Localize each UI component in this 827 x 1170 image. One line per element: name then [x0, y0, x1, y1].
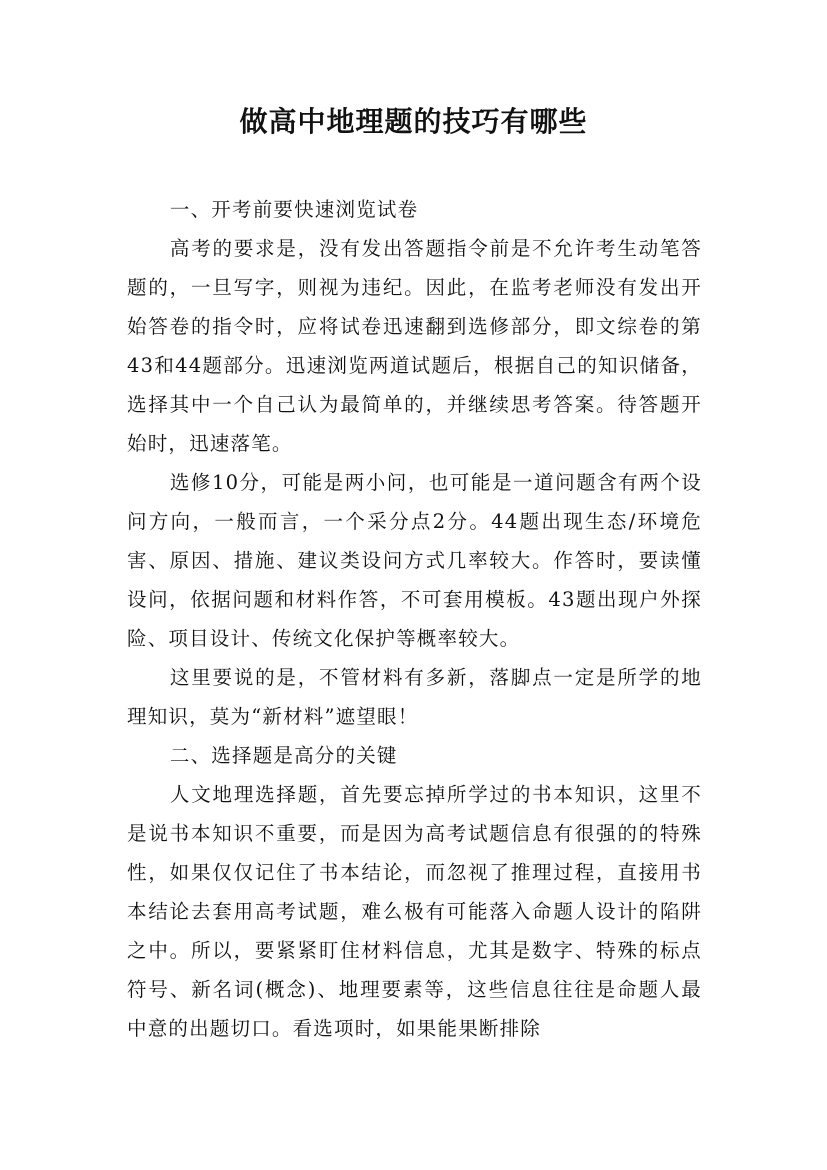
paragraph-1: 高考的要求是，没有发出答题指令前是不允许考生动笔答题的，一旦写字，则视为违纪。因此，在监考老师没有发出开始答卷的指令时，应将试卷迅速翻到选修部分，即文综卷的第43和44题部分。迅速浏览两道试题后，根据自己的知识储备，选择其中一个自己认为最简单的，并继续思考答案。待答题开始时，迅速落笔。 [127, 237, 702, 455]
section-heading-1: 一、开考前要快速浏览试卷 [169, 198, 419, 221]
document-body [127, 190, 702, 1048]
paragraph-2: 选修10分，可能是两小问，也可能是一道问题含有两个设问方向，一般而言，一个采分点2分。44题出现生态/环境危害、原因、措施、建议类设问方式几率较大。作答时，要读懂设问，依据问题和材料作答，不可套用模板。43题出现户外探险、项目设计、传统文化保护等概率较大。 [127, 471, 702, 650]
paragraph-3: 这里要说的是，不管材料有多新，落脚点一定是所学的地理知识，莫为“新材料”遮望眼！ [127, 666, 702, 728]
paragraph-4: 人文地理选择题，首先要忘掉所学过的书本知识，这里不是说书本知识不重要，而是因为高考试题信息有很强的的特殊性，如果仅仅记住了书本结论，而忽视了推理过程，直接用书本结论去套用高考试题，难么极有可能落入命题人设计的陷阱之中。所以，要紧紧盯住材料信息，尤其是数字、特殊的标点符号、新名词(概念)、地理要素等，这些信息往往是命题人最中意的出题切口。看选项时，如果能果断排除 [127, 783, 702, 1040]
section-heading-2: 二、选择题是高分的关键 [169, 744, 398, 767]
document-title: 做高中地理题的技巧有哪些 [239, 105, 588, 138]
